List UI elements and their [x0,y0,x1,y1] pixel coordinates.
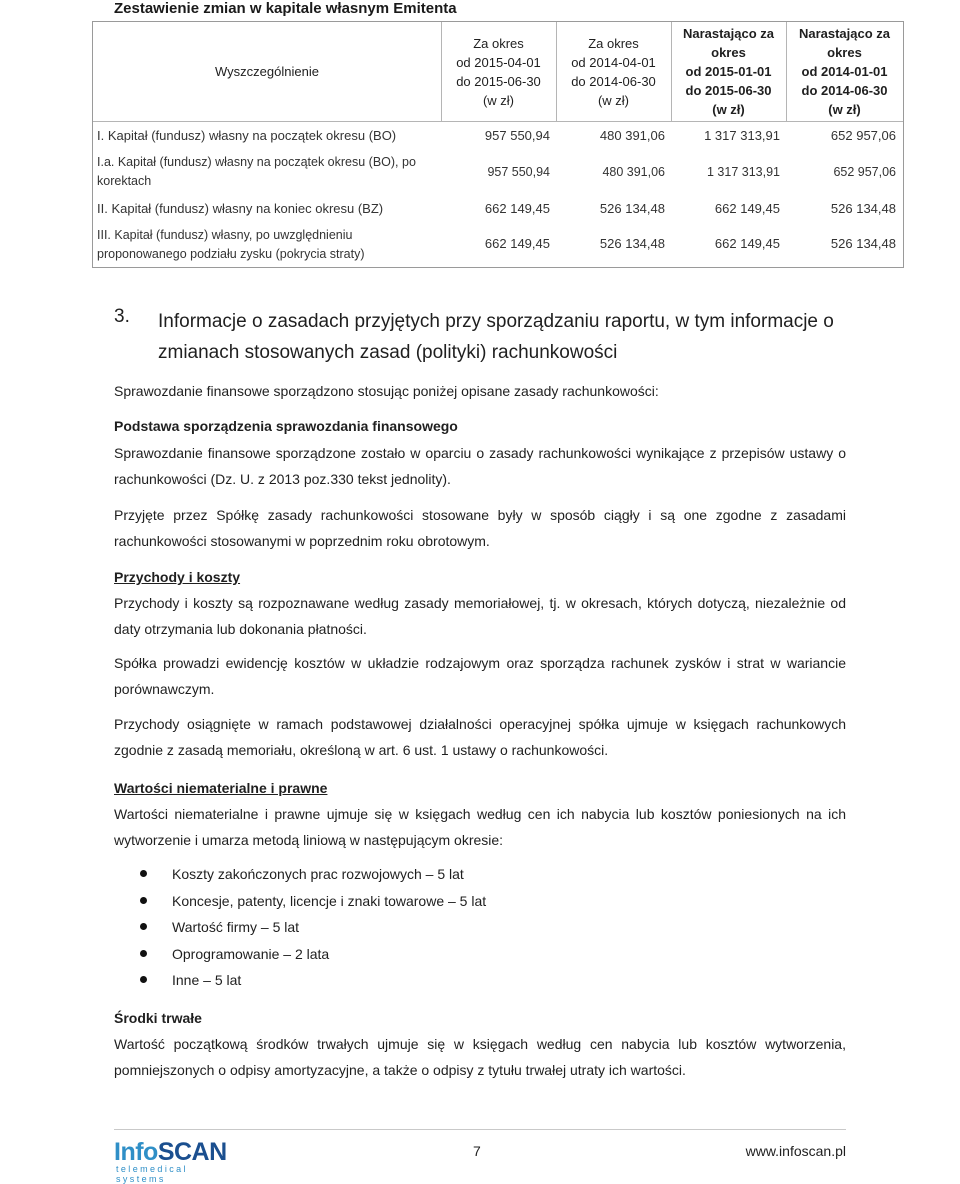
equity-table [92,21,904,268]
header-col-2: Za okres od 2014-04-01 do 2014-06-30 (w zł) [571,35,656,108]
header-col-4: Narastająco za okres od 2014-01-01 do 2014-06-30 (w zł) [798,26,891,117]
footer-divider [114,1129,846,1130]
row-label-bo: I. Kapitał (fundusz) własny na początek okresu (BO) [97,128,397,143]
fixed-assets-paragraph: Wartość początkową środków trwałych ujmuje się w księgach według cen nabycia lub kosztów wytworzenia, pomniejszonych o odpisy amortyzacyjne, a także o odpisy z tytułu trwałej utraty ich wartości. [114,1036,846,1078]
table-cell: 526 134,48 [599,201,665,216]
table-cell: 662 149,45 [714,201,780,216]
table-cell: 526 134,48 [599,236,665,251]
basis-paragraph: Sprawozdanie finansowe sporządzone zostało w oparciu o zasady rachunkowości wynikające z przepisów ustawy o rachunkowości (Dz. U. z 2013 poz.330 tekst jednolity). [114,445,846,487]
table-cell: 1 317 313,91 [704,128,780,143]
table-cell: 662 149,45 [714,236,780,251]
header-col-3: Narastająco za okres od 2015-01-01 do 2015-06-30 (w zł) [682,26,775,117]
page-number: 7 [473,1143,481,1159]
revenue-paragraph-2: Spółka prowadzi ewidencję kosztów w układzie rodzajowym oraz sporządza rachunek zysków i strat w wariancie porównawczym. [114,655,846,697]
table-cell: 526 134,48 [830,201,896,216]
table-cell: 652 957,06 [830,128,896,143]
table-cell: 662 149,45 [484,236,550,251]
amortization-list [140,861,486,994]
consistency-paragraph: Przyjęte przez Spółkę zasady rachunkowości stosowane były w sposób ciągły i są one zgodne z zasadami rachunkowości stosowanymi w poprzednim roku obrotowym. [114,507,846,549]
row-label-bz: II. Kapitał (fundusz) własny na koniec okresu (BZ) [97,201,384,216]
section-number: 3. [114,306,130,327]
fixed-assets-heading: Środki trwałe [114,1010,202,1026]
list-item: Koszty zakończonych prac rozwojowych – 5 lat [140,861,486,888]
section-title: Informacje o zasadach przyjętych przy sporządzaniu raportu, w tym informacje o zmianach stosowanych zasad (polityki) rachunkowości [158,311,834,363]
list-item: Koncesje, patenty, licencje i znaki towarowe – 5 lat [140,888,486,915]
website-link[interactable]: www.infoscan.pl [745,1143,846,1159]
table-cell: 480 391,06 [599,128,665,143]
revenue-heading: Przychody i koszty [114,569,241,585]
intangibles-paragraph: Wartości niematerialne i prawne ujmuje się w księgach według cen ich nabycia lub kosztów poniesionych na ich wytworzenie i umarza metodą liniową w następującym okresie: [114,806,846,848]
row-label-bo-adjusted: I.a. Kapitał (fundusz) własny na początek okresu (BO), po korektach [97,155,416,188]
list-item: Oprogramowanie – 2 lata [140,941,486,968]
intangibles-heading: Wartości niematerialne i prawne [114,780,328,796]
bullet-icon [140,923,147,930]
intro-paragraph: Sprawozdanie finansowe sporządzono stosując poniżej opisane zasady rachunkowości: [114,383,659,399]
table-cell: 662 149,45 [484,201,550,216]
revenue-paragraph-1: Przychody i koszty są rozpoznawane według zasady memoriałowej, tj. w okresach, których dotyczą, niezależnie od daty otrzymania lub dokonania płatności. [114,595,846,637]
table-cell: 1 317 313,91 [707,165,780,179]
header-label: Wyszczególnienie [215,64,319,79]
basis-heading: Podstawa sporządzenia sprawozdania finansowego [114,418,458,434]
table-cell: 957 550,94 [484,128,550,143]
table-cell: 480 391,06 [602,165,665,179]
bullet-icon [140,950,147,957]
bullet-icon [140,870,147,877]
infoscan-logo: InfoSCAN telemedical systems [114,1138,227,1184]
table-cell: 526 134,48 [830,236,896,251]
list-item: Inne – 5 lat [140,967,486,994]
page-heading: Zestawienie zmian w kapitale własnym Emitenta [114,0,457,17]
header-col-1: Za okres od 2015-04-01 do 2015-06-30 (w zł) [456,35,541,108]
bullet-icon [140,897,147,904]
bullet-icon [140,976,147,983]
revenue-paragraph-3: Przychody osiągnięte w ramach podstawowej działalności operacyjnej spółka ujmuje w księgach rachunkowych zgodnie z zasadą memoriału, określoną w art. 6 ust. 1 ustawy o rachunkowości. [114,716,846,758]
row-label-after-distribution: III. Kapitał (fundusz) własny, po uwzględnieniu proponowanego podziału zysku (pokrycia straty) [97,228,365,261]
list-item: Wartość firmy – 5 lat [140,914,486,941]
table-cell: 652 957,06 [833,165,896,179]
table-cell: 957 550,94 [487,165,550,179]
